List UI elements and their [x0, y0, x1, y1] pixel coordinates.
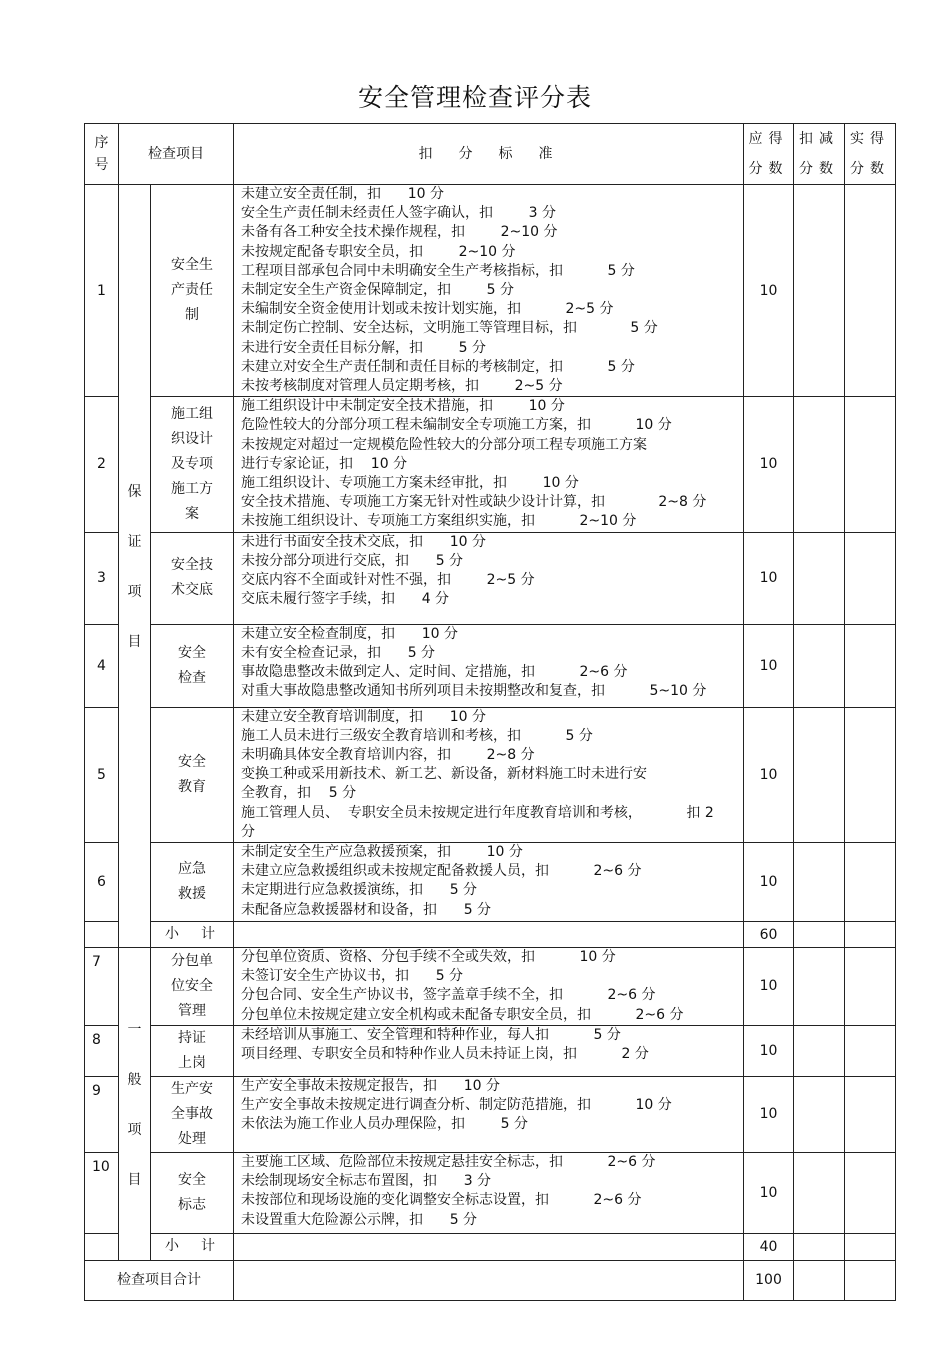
item-row	[85, 1076, 896, 1152]
deduction-standard-line: 未备有各工种安全技术操作规程，扣 2~10 分	[241, 224, 558, 241]
check-item-cell	[151, 185, 234, 397]
header-standard: 扣 分 标 准	[234, 124, 744, 185]
actual-points-cell	[845, 948, 896, 1026]
check-item-text: 处理	[178, 1130, 206, 1147]
deduction-standard-line: 施工组织设计中未制定安全技术措施，扣 10 分	[241, 398, 565, 415]
check-item-text: 安全	[178, 1171, 206, 1188]
actual-points-cell	[845, 1025, 896, 1076]
deduct-points-cell	[794, 922, 845, 948]
deduction-standard-cell	[234, 948, 744, 1026]
deduction-standard-line: 事故隐患整改未做到定人、定时间、定措施，扣 2~6 分	[241, 664, 628, 681]
deduction-standard-line: 未制定伤亡控制、安全达标，文明施工等管理目标，扣 5 分	[241, 320, 658, 337]
row-number: 5	[85, 707, 119, 842]
deduction-standard-line: 变换工种或采用新技术、新工艺、新设备，新材料施工时未进行安	[241, 766, 647, 783]
subtotal-points: 40	[744, 1233, 794, 1260]
check-item-text: 分包单	[171, 952, 213, 969]
check-item-text: 检查	[178, 669, 206, 686]
group-label-char: 目	[127, 1171, 142, 1188]
deduction-standard-line: 未按规定配备专职安全员，扣 2~10 分	[241, 243, 516, 260]
check-item-text: 持证	[178, 1029, 206, 1046]
deduction-standard-cell	[234, 185, 744, 397]
deduction-standard-line: 分包单位未按规定建立安全机构或未配备专职安全员，扣 2~6 分	[241, 1006, 684, 1023]
deduction-standard-line: 未建立安全教育培训制度，扣 10 分	[241, 708, 486, 725]
check-item-text: 安全生	[171, 257, 213, 274]
deduct-points-cell	[794, 532, 845, 624]
actual-points-cell	[845, 922, 896, 948]
total-label: 检查项目合计	[85, 1260, 234, 1300]
group-label-guarantee	[119, 185, 151, 948]
header-no: 序 号	[85, 124, 119, 185]
subtotal-number-cell	[85, 922, 119, 948]
deduction-standard-line: 未建立应急救援组织或未按规定配备救援人员，扣 2~6 分	[241, 863, 642, 880]
item-row	[85, 948, 896, 1026]
deduct-points-cell	[794, 1025, 845, 1076]
group-label-char: 项	[127, 1121, 142, 1138]
deduction-standard-line: 未建立安全检查制度，扣 10 分	[241, 625, 458, 642]
actual-points-cell	[845, 185, 896, 397]
row-number: 7	[85, 948, 119, 1026]
deduction-standard-cell	[234, 624, 744, 707]
deduction-standard-line: 未建立对安全生产责任制和责任目标的考核制定，扣 5 分	[241, 358, 635, 375]
deduction-standard-line: 未制定安全生产资金保障制定，扣 5 分	[241, 282, 514, 299]
group-label-char: 一	[127, 1021, 142, 1038]
check-item-text: 织设计	[171, 430, 213, 447]
subtotal-points: 60	[744, 922, 794, 948]
deduct-points-cell	[794, 1233, 845, 1260]
item-row	[85, 1152, 896, 1233]
deduct-points-cell	[794, 397, 845, 532]
deduct-points-cell	[794, 707, 845, 842]
group-label-char: 项	[127, 584, 142, 601]
check-item-cell	[151, 1076, 234, 1152]
deduction-standard-cell	[234, 1076, 744, 1152]
check-item-text: 案	[185, 505, 199, 522]
check-item-cell	[151, 1025, 234, 1076]
deduction-standard-line: 未明确具体安全教育培训内容，扣 2~8 分	[241, 747, 535, 764]
check-item-text: 应急	[178, 861, 206, 878]
check-item-text: 管理	[178, 1002, 206, 1019]
deduction-standard-line: 对重大事故隐患整改通知书所列项目未按期整改和复查，扣 5~10 分	[241, 683, 707, 700]
deduct-points-cell	[794, 185, 845, 397]
deduct-points-cell	[794, 1260, 845, 1300]
deduction-standard-line: 未设置重大危险源公示牌，扣 5 分	[241, 1211, 478, 1228]
deduction-standard-line: 未绘制现场安全标志布置图，扣 3 分	[241, 1173, 492, 1190]
deduction-standard-cell	[234, 397, 744, 532]
subtotal-standard-cell	[234, 1233, 744, 1260]
due-points: 10	[744, 532, 794, 624]
deduction-standard-line: 未依法为施工作业人员办理保险，扣 5 分	[241, 1116, 528, 1133]
actual-points-cell	[845, 1152, 896, 1233]
deduction-standard-cell	[234, 707, 744, 842]
subtotal-row	[85, 1233, 896, 1260]
deduction-standard-line: 未进行书面安全技术交底，扣 10 分	[241, 533, 486, 550]
deduction-standard-line: 未签订安全生产协议书，扣 5 分	[241, 968, 464, 985]
deduction-standard-line: 施工人员未进行三级安全教育培训和考核，扣 5 分	[241, 727, 593, 744]
deduct-points-cell	[794, 624, 845, 707]
total-points: 100	[744, 1260, 794, 1300]
check-item-text: 术交底	[171, 582, 213, 599]
check-item-cell	[151, 532, 234, 624]
due-points: 10	[744, 624, 794, 707]
actual-points-cell	[845, 1233, 896, 1260]
check-item-text: 安全技	[171, 557, 213, 574]
deduction-standard-line: 施工管理人员、 专职安全员未按规定进行年度教育培训和考核， 扣 2	[241, 804, 714, 821]
deduction-standard-line: 进行专家论证，扣 10 分	[241, 455, 408, 472]
row-number: 9	[85, 1076, 119, 1152]
row-number: 4	[85, 624, 119, 707]
deduct-points-cell	[794, 1076, 845, 1152]
check-item-text: 全事故	[171, 1105, 213, 1122]
deduction-standard-line: 分包合同、安全生产协议书，签字盖章手续不全，扣 2~6 分	[241, 987, 656, 1004]
deduct-points-cell	[794, 1152, 845, 1233]
header-row	[85, 124, 896, 185]
group-label-char: 证	[127, 534, 142, 551]
check-item-text: 及专项	[171, 455, 213, 472]
document-title: 安全管理检查评分表	[357, 83, 592, 112]
check-item-text: 施工方	[171, 480, 213, 497]
header-due-points: 应得 分数	[744, 124, 794, 185]
row-number: 1	[85, 185, 119, 397]
deduction-standard-line: 施工组织设计、专项施工方案未经审批，扣 10 分	[241, 475, 579, 492]
row-number: 10	[85, 1152, 119, 1233]
deduction-standard-line: 分包单位资质、资格、分包手续不全或失效，扣 10 分	[241, 949, 616, 966]
check-item-text: 标志	[178, 1196, 206, 1213]
actual-points-cell	[845, 1260, 896, 1300]
check-item-cell	[151, 397, 234, 532]
deduction-standard-line: 交底内容不全面或针对性不强，扣 2~5 分	[241, 572, 535, 589]
deduct-points-cell	[794, 843, 845, 922]
item-row	[85, 624, 896, 707]
check-item-cell	[151, 948, 234, 1026]
total-standard-cell	[234, 1260, 744, 1300]
deduction-standard-line: 生产安全事故未按规定报告，扣 10 分	[241, 1077, 500, 1094]
deduction-standard-line: 工程项目部承包合同中未明确安全生产考核指标，扣 5 分	[241, 262, 635, 279]
item-row	[85, 397, 896, 532]
check-item-text: 位安全	[171, 977, 213, 994]
deduction-standard-line: 交底未履行签字手续，扣 4 分	[241, 591, 450, 608]
actual-points-cell	[845, 707, 896, 842]
check-item-text: 救援	[178, 886, 206, 903]
deduction-standard-line: 危险性较大的分部分项工程未编制安全专项施工方案，扣 10 分	[241, 417, 672, 434]
group-label-char: 般	[127, 1071, 142, 1088]
actual-points-cell	[845, 624, 896, 707]
deduction-standard-line: 未编制安全资金使用计划或未按计划实施，扣 2~5 分	[241, 301, 614, 318]
check-item-text: 产责任	[171, 282, 213, 299]
deduction-standard-line: 安全技术措施、专项施工方案无针对性或缺少设计计算，扣 2~8 分	[241, 494, 707, 511]
deduction-standard-line: 未按部位和现场设施的变化调整安全标志设置，扣 2~6 分	[241, 1192, 642, 1209]
item-row	[85, 707, 896, 842]
due-points: 10	[744, 843, 794, 922]
subtotal-label: 小 计	[151, 1233, 234, 1260]
deduction-standard-line: 未按施工组织设计、专项施工方案组织实施，扣 2~10 分	[241, 513, 637, 530]
due-points: 10	[744, 397, 794, 532]
subtotal-standard-cell	[234, 922, 744, 948]
deduction-standard-line: 未有安全检查记录，扣 5 分	[241, 644, 436, 661]
deduction-standard-line: 未按规定对超过一定规模危险性较大的分部分项工程专项施工方案	[241, 436, 647, 453]
item-row	[85, 843, 896, 922]
deduction-standard-line: 安全生产责任制未经责任人签字确认，扣 3 分	[241, 205, 556, 222]
deduction-standard-line: 未按考核制度对管理人员定期考核，扣 2~5 分	[241, 378, 563, 395]
header-actual-points: 实得 分数	[845, 124, 896, 185]
due-points: 10	[744, 948, 794, 1026]
check-item-text: 上岗	[178, 1054, 206, 1071]
item-row	[85, 185, 896, 397]
deduction-standard-line: 分	[241, 823, 255, 840]
deduction-standard-cell	[234, 1152, 744, 1233]
check-item-cell	[151, 843, 234, 922]
actual-points-cell	[845, 397, 896, 532]
score-table	[84, 123, 896, 1301]
due-points: 10	[744, 1076, 794, 1152]
row-number: 3	[85, 532, 119, 624]
actual-points-cell	[845, 843, 896, 922]
subtotal-label: 小 计	[151, 922, 234, 948]
actual-points-cell	[845, 532, 896, 624]
deduction-standard-line: 项目经理、专职安全员和特种作业人员未持证上岗，扣 2 分	[241, 1046, 649, 1063]
due-points: 10	[744, 185, 794, 397]
check-item-text: 安全	[178, 644, 206, 661]
row-number: 2	[85, 397, 119, 532]
check-item-text: 教育	[178, 778, 206, 795]
row-number: 8	[85, 1025, 119, 1076]
deduction-standard-cell	[234, 843, 744, 922]
due-points: 10	[744, 1152, 794, 1233]
deduction-standard-cell	[234, 1025, 744, 1076]
header-item: 检查项目	[119, 124, 234, 185]
group-label-char: 保	[127, 484, 142, 501]
deduction-standard-line: 主要施工区域、危险部位未按规定悬挂安全标志，扣 2~6 分	[241, 1153, 656, 1170]
deduct-points-cell	[794, 948, 845, 1026]
group-label-char: 目	[127, 634, 142, 651]
deduction-standard-line: 未建立安全责任制，扣 10 分	[241, 186, 444, 202]
due-points: 10	[744, 1025, 794, 1076]
check-item-text: 施工组	[171, 405, 213, 422]
subtotal-number-cell	[85, 1233, 119, 1260]
actual-points-cell	[845, 1076, 896, 1152]
deduction-standard-line: 未制定安全生产应急救援预案，扣 10 分	[241, 844, 523, 861]
total-row	[85, 1260, 896, 1300]
deduction-standard-line: 生产安全事故未按规定进行调查分析、制定防范措施，扣 10 分	[241, 1097, 672, 1114]
check-item-text: 生产安	[171, 1080, 213, 1097]
deduction-standard-line: 未按分部分项进行交底，扣 5 分	[241, 552, 464, 569]
check-item-text: 制	[185, 307, 199, 324]
header-deduct-points: 扣减 分数	[794, 124, 845, 185]
check-item-text: 安全	[178, 753, 206, 770]
check-item-cell	[151, 1152, 234, 1233]
deduction-standard-line: 未定期进行应急救援演练，扣 5 分	[241, 882, 478, 899]
check-item-cell	[151, 707, 234, 842]
deduction-standard-cell	[234, 532, 744, 624]
group-label-general	[119, 948, 151, 1261]
item-row	[85, 532, 896, 624]
due-points: 10	[744, 707, 794, 842]
deduction-standard-line: 未配备应急救援器材和设备，扣 5 分	[241, 901, 492, 918]
deduction-standard-line: 未经培训从事施工、安全管理和特种作业，每人扣 5 分	[241, 1026, 621, 1043]
row-number: 6	[85, 843, 119, 922]
deduction-standard-line: 全教育，扣 5 分	[241, 785, 357, 802]
item-row	[85, 1025, 896, 1076]
deduction-standard-line: 未进行安全责任目标分解，扣 5 分	[241, 339, 486, 356]
subtotal-row	[85, 922, 896, 948]
check-item-cell	[151, 624, 234, 707]
